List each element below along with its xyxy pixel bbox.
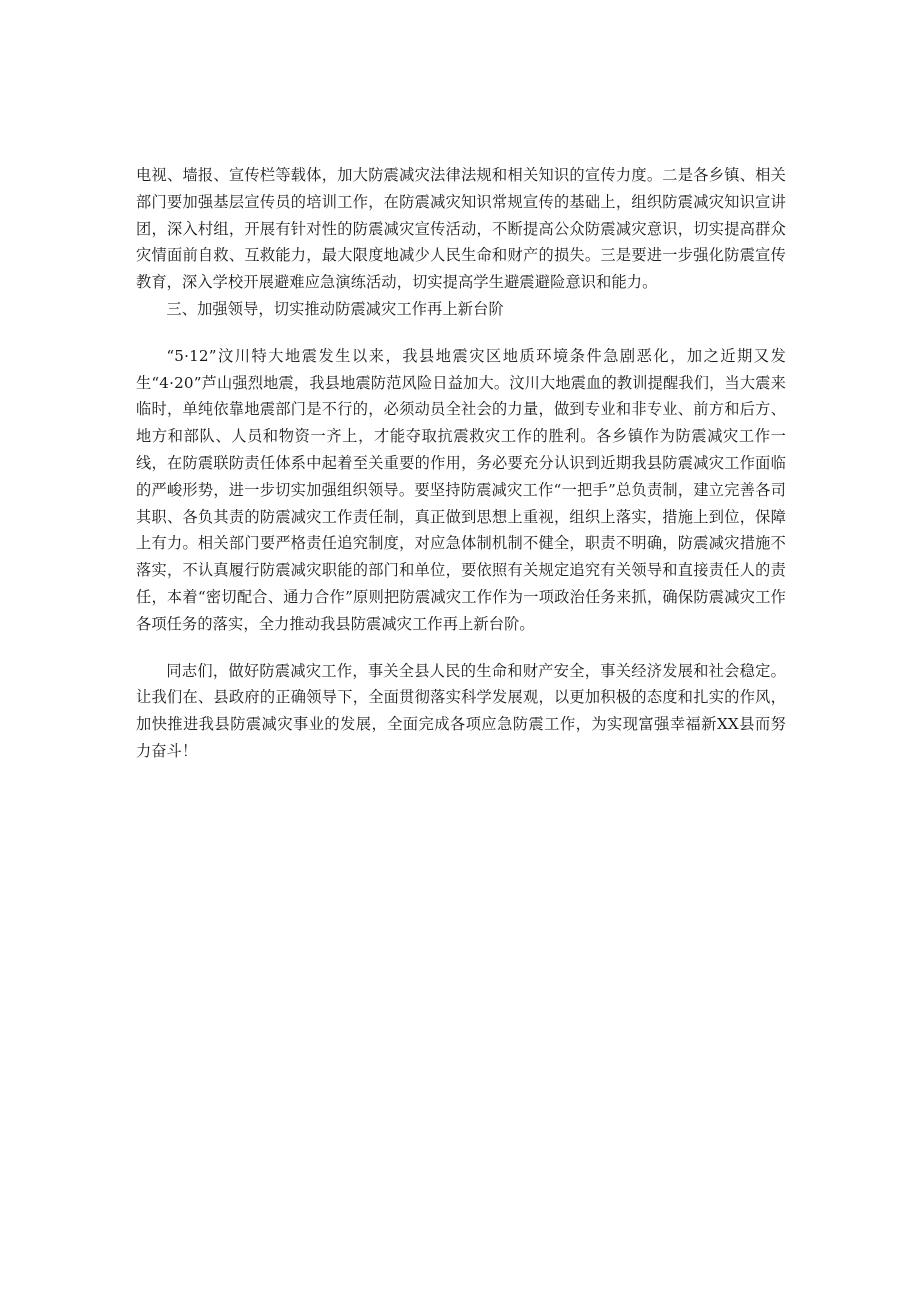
- paragraph-continuation: 电视、墙报、宣传栏等载体，加大防震减灾法律法规和相关知识的宣传力度。二是各乡镇、相关部门要加强基层宣传员的培训工作，在防震减灾知识常规宣传的基础上，组织防震减灾知识宣讲团，深入村组，开展有针对性的防震减灾宣传活动，不断提高公众防震减灾意识，切实提高群众灾情面前自救、互救能力，最大限度地减少人民生命和财产的损失。三是要进一步强化防震宣传教育，深入学校开展避难应急演练活动，切实提高学生避震避险意识和能力。: [136, 166, 786, 292]
- paragraph-closing: 同志们，做好防震减灾工作，事关全县人民的生命和财产安全，事关经济发展和社会稳定。让我们在、县政府的正确领导下，全面贯彻落实科学发展观，以更加积极的态度和扎实的作风，加快推进我县防震减灾事业的发展，全面完成各项应急防震工作，为实现富强幸福新XX县而努力奋斗！: [136, 661, 786, 760]
- paragraph-leadership: “5·12”汶川特大地震发生以来，我县地震灾区地质环境条件急剧恶化，加之近期又发生“4·20”芦山强烈地震，我县地震防范风险日益加大。汶川大地震血的教训提醒我们，当大震来临时，单纯依靠地震部门是不行的，必须动员全社会的力量，做到专业和非专业、前方和后方、地方和部队、人员和物资一齐上，才能夺取抗震救灾工作的胜利。各乡镇作为防震减灾工作一线，在防震联防责任体系中起着至关重要的作用，务必要充分认识到近期我县防震减灾工作面临的严峻形势，进一步切实加强组织领导。要坚持防震减灾工作“一把手”总负责制，建立完善各司其职、各负其责的防震减灾工作责任制，真正做到思想上重视，组织上落实，措施上到位，保障上有力。相关部门要严格责任追究制度，对应急体制机制不健全，职责不明确，防震减灾措施不落实，不认真履行防震减灾职能的部门和单位，要依照有关规定追究有关领导和直接责任人的责任，本着“密切配合、通力合作”原则把防震减灾工作作为一项政治任务来抓，确保防震减灾工作各项任务的落实，全力推动我县防震减灾工作再上新台阶。: [136, 346, 786, 633]
- section-heading-three: 三、加强领导，切实推动防震减灾工作再上新台阶: [166, 299, 504, 318]
- document-body: [136, 162, 786, 765]
